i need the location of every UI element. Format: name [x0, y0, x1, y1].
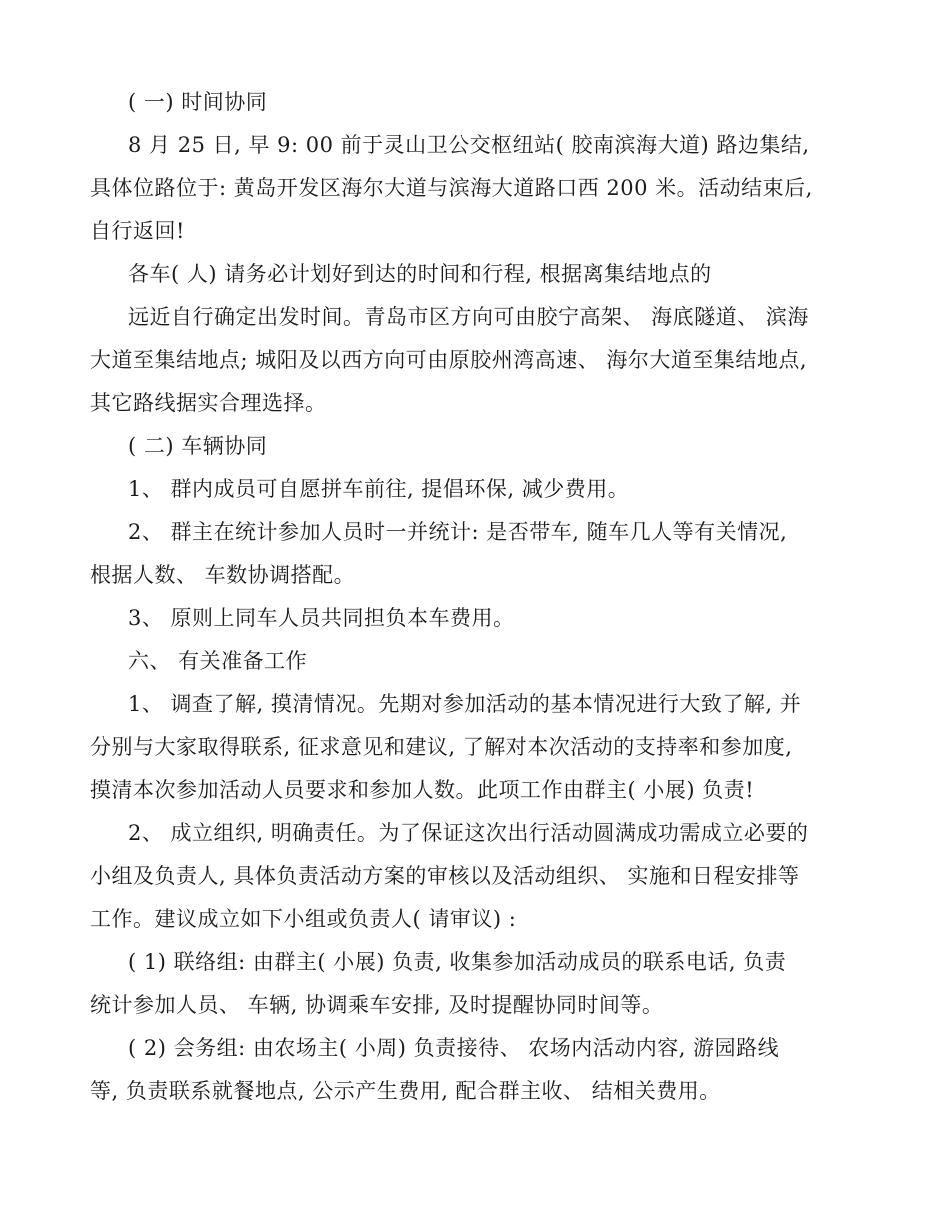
list-item: 1、 调查了解, 摸清情况。先期对参加活动的基本情况进行大致了解, 并: [128, 692, 802, 716]
paragraph-line: 统计参加人员、 车辆, 协调乘车安排, 及时提醒协同时间等。: [90, 993, 664, 1017]
list-item: 2、 群主在统计参加人员时一并统计: 是否带车, 随车几人等有关情况,: [128, 520, 788, 544]
paragraph-line: 等, 负责联系就餐地点, 公示产生费用, 配合群主收、 结相关费用。: [90, 1079, 721, 1103]
paragraph-line: 摸清本次参加活动人员要求和参加人数。此项工作由群主( 小展) 负责!: [90, 778, 755, 802]
list-item: ( 2) 会务组: 由农场主( 小周) 负责接待、 农场内活动内容, 游园路线: [128, 1036, 780, 1060]
paragraph-line: 各车( 人) 请务必计划好到达的时间和行程, 根据离集结地点的: [128, 262, 712, 286]
paragraph-line: 大道至集结地点; 城阳及以西方向可由原胶州湾高速、 海尔大道至集结地点,: [90, 348, 808, 372]
paragraph-line: 自行返回!: [90, 219, 185, 243]
list-item: 1、 群内成员可自愿拼车前往, 提倡环保, 减少费用。: [128, 477, 630, 501]
list-item: ( 1) 联络组: 由群主( 小展) 负责, 收集参加活动成员的联系电话, 负责: [128, 950, 787, 974]
paragraph-line: 其它路线据实合理选择。: [90, 391, 327, 415]
paragraph-line: 工作。建议成立如下小组或负责人( 请审议) :: [90, 907, 517, 931]
list-item: 3、 原则上同车人员共同担负本车费用。: [128, 606, 515, 630]
paragraph-line: 小组及负责人, 具体负责活动方案的审核以及活动组织、 实施和日程安排等: [90, 864, 800, 888]
paragraph-line: 具体位路位于: 黄岛开发区海尔大道与滨海大道路口西 200 米。活动结束后,: [90, 176, 813, 200]
paragraph-line: 根据人数、 车数协调搭配。: [90, 563, 356, 587]
paragraph-line: 8 月 25 日, 早 9: 00 前于灵山卫公交枢纽站( 胶南滨海大道) 路边集结,: [128, 133, 810, 157]
section-heading: ( 一) 时间协同: [128, 90, 268, 114]
paragraph-line: 远近自行确定出发时间。青岛市区方向可由胶宁高架、 海底隧道、 滨海: [128, 305, 809, 329]
section-heading: ( 二) 车辆协同: [128, 434, 268, 458]
paragraph-line: 分别与大家取得联系, 征求意见和建议, 了解对本次活动的支持率和参加度,: [90, 735, 793, 759]
section-heading: 六、 有关准备工作: [128, 649, 308, 673]
list-item: 2、 成立组织, 明确责任。为了保证这次出行活动圆满成功需成立必要的: [128, 821, 809, 845]
